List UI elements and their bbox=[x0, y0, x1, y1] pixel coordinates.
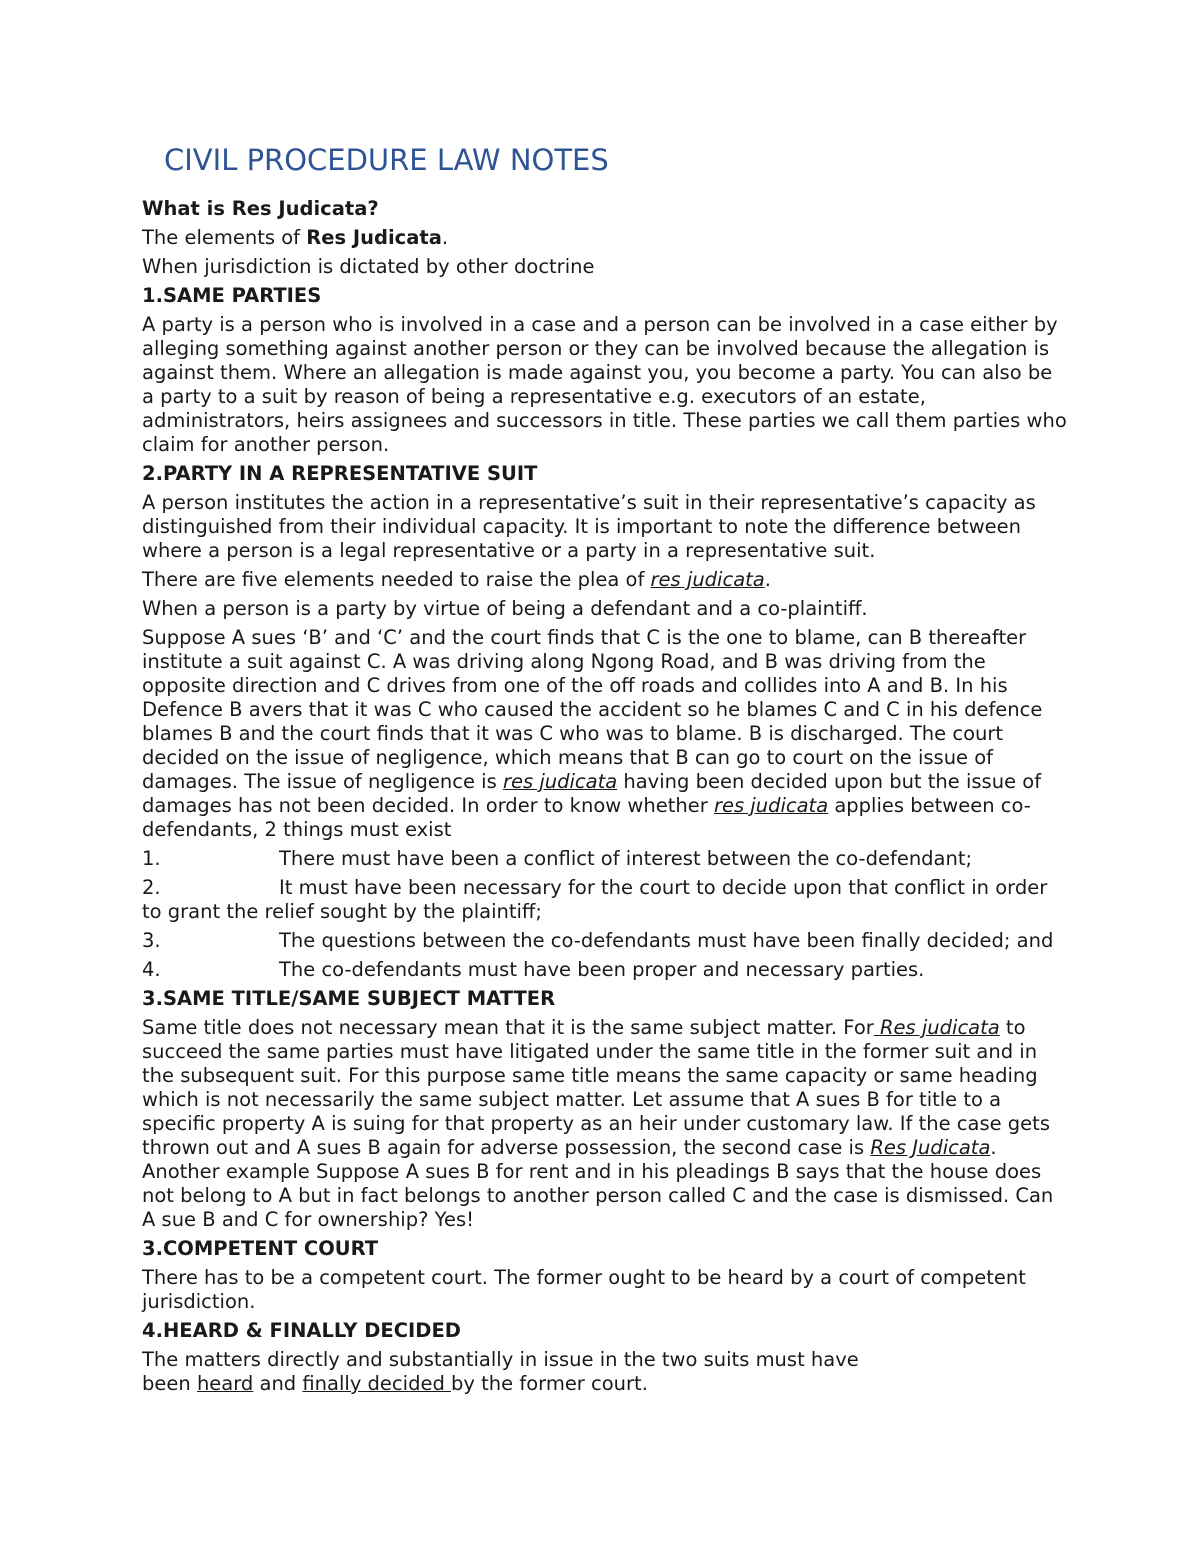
text: . Another example Suppose A sues B for rent and in his pleadings B says that the house does not belong to A but in fact belongs to another person called C and the case is dismissed. Can A sue B and C for ownership? Yes! bbox=[142, 1136, 1054, 1231]
section-title: SAME PARTIES bbox=[162, 284, 322, 307]
section-title: HEARD & FINALLY DECIDED bbox=[162, 1319, 461, 1342]
underlined-finally-decided: finally decided bbox=[302, 1372, 452, 1395]
section-heading-competent-court bbox=[142, 1237, 1067, 1261]
paragraph-five-elements bbox=[142, 568, 1067, 592]
document-page bbox=[142, 142, 1067, 1401]
elements-line bbox=[142, 226, 1067, 250]
section-number: 3. bbox=[142, 987, 163, 1010]
question-heading: What is Res Judicata? bbox=[142, 197, 379, 220]
text: applies between co-defendants, 2 things must exist bbox=[142, 794, 1031, 841]
list-number: 3. bbox=[142, 929, 161, 952]
paragraph-defendant-coplaintiff: When a person is a party by virtue of being a defendant and a co-plaintiff. bbox=[142, 597, 868, 620]
paragraph-same-parties: A party is a person who is involved in a case and a person can be involved in a case either by alleging something against another person or they can be involved because the allegation is against them. Where an allegation is made against you, you become a party. You can also be a party to a suit by reason of being a representative e.g. executors of an estate, administrators, heirs assignees and successors in title. These parties we call them parties who claim for another person. bbox=[142, 313, 1067, 456]
paragraph-heard-finally-decided bbox=[142, 1348, 1067, 1396]
section-title: COMPETENT COURT bbox=[162, 1237, 379, 1260]
text: There are five elements needed to raise the plea of bbox=[142, 568, 651, 591]
section-heading-representative-suit bbox=[142, 462, 1067, 486]
text: The matters directly and substantially in issue in the two suits must have bbox=[142, 1348, 859, 1371]
list-number: 2. bbox=[142, 876, 161, 899]
elements-term: Res Judicata bbox=[306, 226, 442, 249]
list-number: 4. bbox=[142, 958, 161, 981]
section-heading-same-title bbox=[142, 987, 1067, 1011]
text: by the former court. bbox=[451, 1372, 648, 1395]
section-heading-same-parties bbox=[142, 284, 1067, 308]
list-text: The questions between the co-defendants must have been finally decided; and bbox=[279, 929, 1054, 952]
list-number: 1. bbox=[142, 847, 161, 870]
jurisdiction-line: When jurisdiction is dictated by other doctrine bbox=[142, 255, 595, 278]
text: . bbox=[764, 568, 771, 591]
document-title: CIVIL PROCEDURE LAW NOTES bbox=[164, 143, 609, 177]
term-res-judicata: res judicata bbox=[502, 770, 618, 793]
term-res-judicata: Res judicata bbox=[873, 1016, 1000, 1039]
paragraph-competent-court: There has to be a competent court. The former ought to be heard by a court of competent jurisdiction. bbox=[142, 1266, 1026, 1313]
paragraph-same-title bbox=[142, 1016, 1067, 1232]
section-title: SAME TITLE/SAME SUBJECT MATTER bbox=[162, 987, 556, 1010]
numbered-list bbox=[142, 847, 1067, 982]
section-title: PARTY IN A REPRESENTATIVE SUIT bbox=[162, 462, 538, 485]
term-res-judicata: Res Judicata bbox=[870, 1136, 991, 1159]
list-text: The co-defendants must have been proper and necessary parties. bbox=[279, 958, 925, 981]
list-item bbox=[142, 847, 1067, 871]
text: and bbox=[253, 1372, 303, 1395]
list-text: It must have been necessary for the court to decide upon that conflict in order to grant the relief sought by the plaintiff; bbox=[142, 876, 1048, 923]
section-number: 2. bbox=[142, 462, 163, 485]
elements-pre: The elements of bbox=[142, 226, 307, 249]
section-number: 4. bbox=[142, 1319, 163, 1342]
list-text: There must have been a conflict of interest between the co-defendant; bbox=[279, 847, 973, 870]
text: having been decided upon but the issue of damages has not been decided. In order to know whether bbox=[142, 770, 1042, 817]
elements-post: . bbox=[441, 226, 449, 249]
term-res-judicata: res judicata bbox=[650, 568, 765, 591]
list-item bbox=[142, 876, 1067, 924]
text: to succeed the same parties must have litigated under the same title in the former suit and in the subsequent suit. For this purpose same title means the same capacity or same heading which is not necessarily the same subject matter. Let assume that A sues B for title to a specific property A is suing for that property as an heir under customary law. If the case gets thrown out and A sues B again for adverse possession, the second case is bbox=[142, 1016, 1050, 1159]
list-item bbox=[142, 929, 1067, 953]
term-res-judicata: res judicata bbox=[713, 794, 829, 817]
section-heading-heard-finally-decided bbox=[142, 1319, 1067, 1343]
text: Suppose A sues ‘B’ and ‘C’ and the court finds that C is the one to blame, can B thereafter institute a suit against C. A was driving along Ngong Road, and B was driving from the opposite direction and C drives from one of the off roads and collides into A and B. In his Defence B avers that it was C who caused the accident so he blames C and C in his defence blames B and the court finds that it was C who was to blame. B is discharged. The court decided on the issue of negligence, which means that B can go to court on the issue of damages. The issue of negligence is bbox=[142, 626, 1043, 793]
paragraph-example bbox=[142, 626, 1067, 842]
text: been bbox=[142, 1372, 197, 1395]
underlined-heard: heard bbox=[196, 1372, 254, 1395]
text: Same title does not necessary mean that it is the same subject matter. For bbox=[142, 1016, 874, 1039]
list-item bbox=[142, 958, 1067, 982]
section-number: 1. bbox=[142, 284, 163, 307]
section-number: 3. bbox=[142, 1237, 163, 1260]
paragraph-representative-suit: A person institutes the action in a representative’s suit in their representative’s capacity as distinguished from their individual capacity. It is important to note the difference between where a person is a legal representative or a party in a representative suit. bbox=[142, 491, 1036, 562]
